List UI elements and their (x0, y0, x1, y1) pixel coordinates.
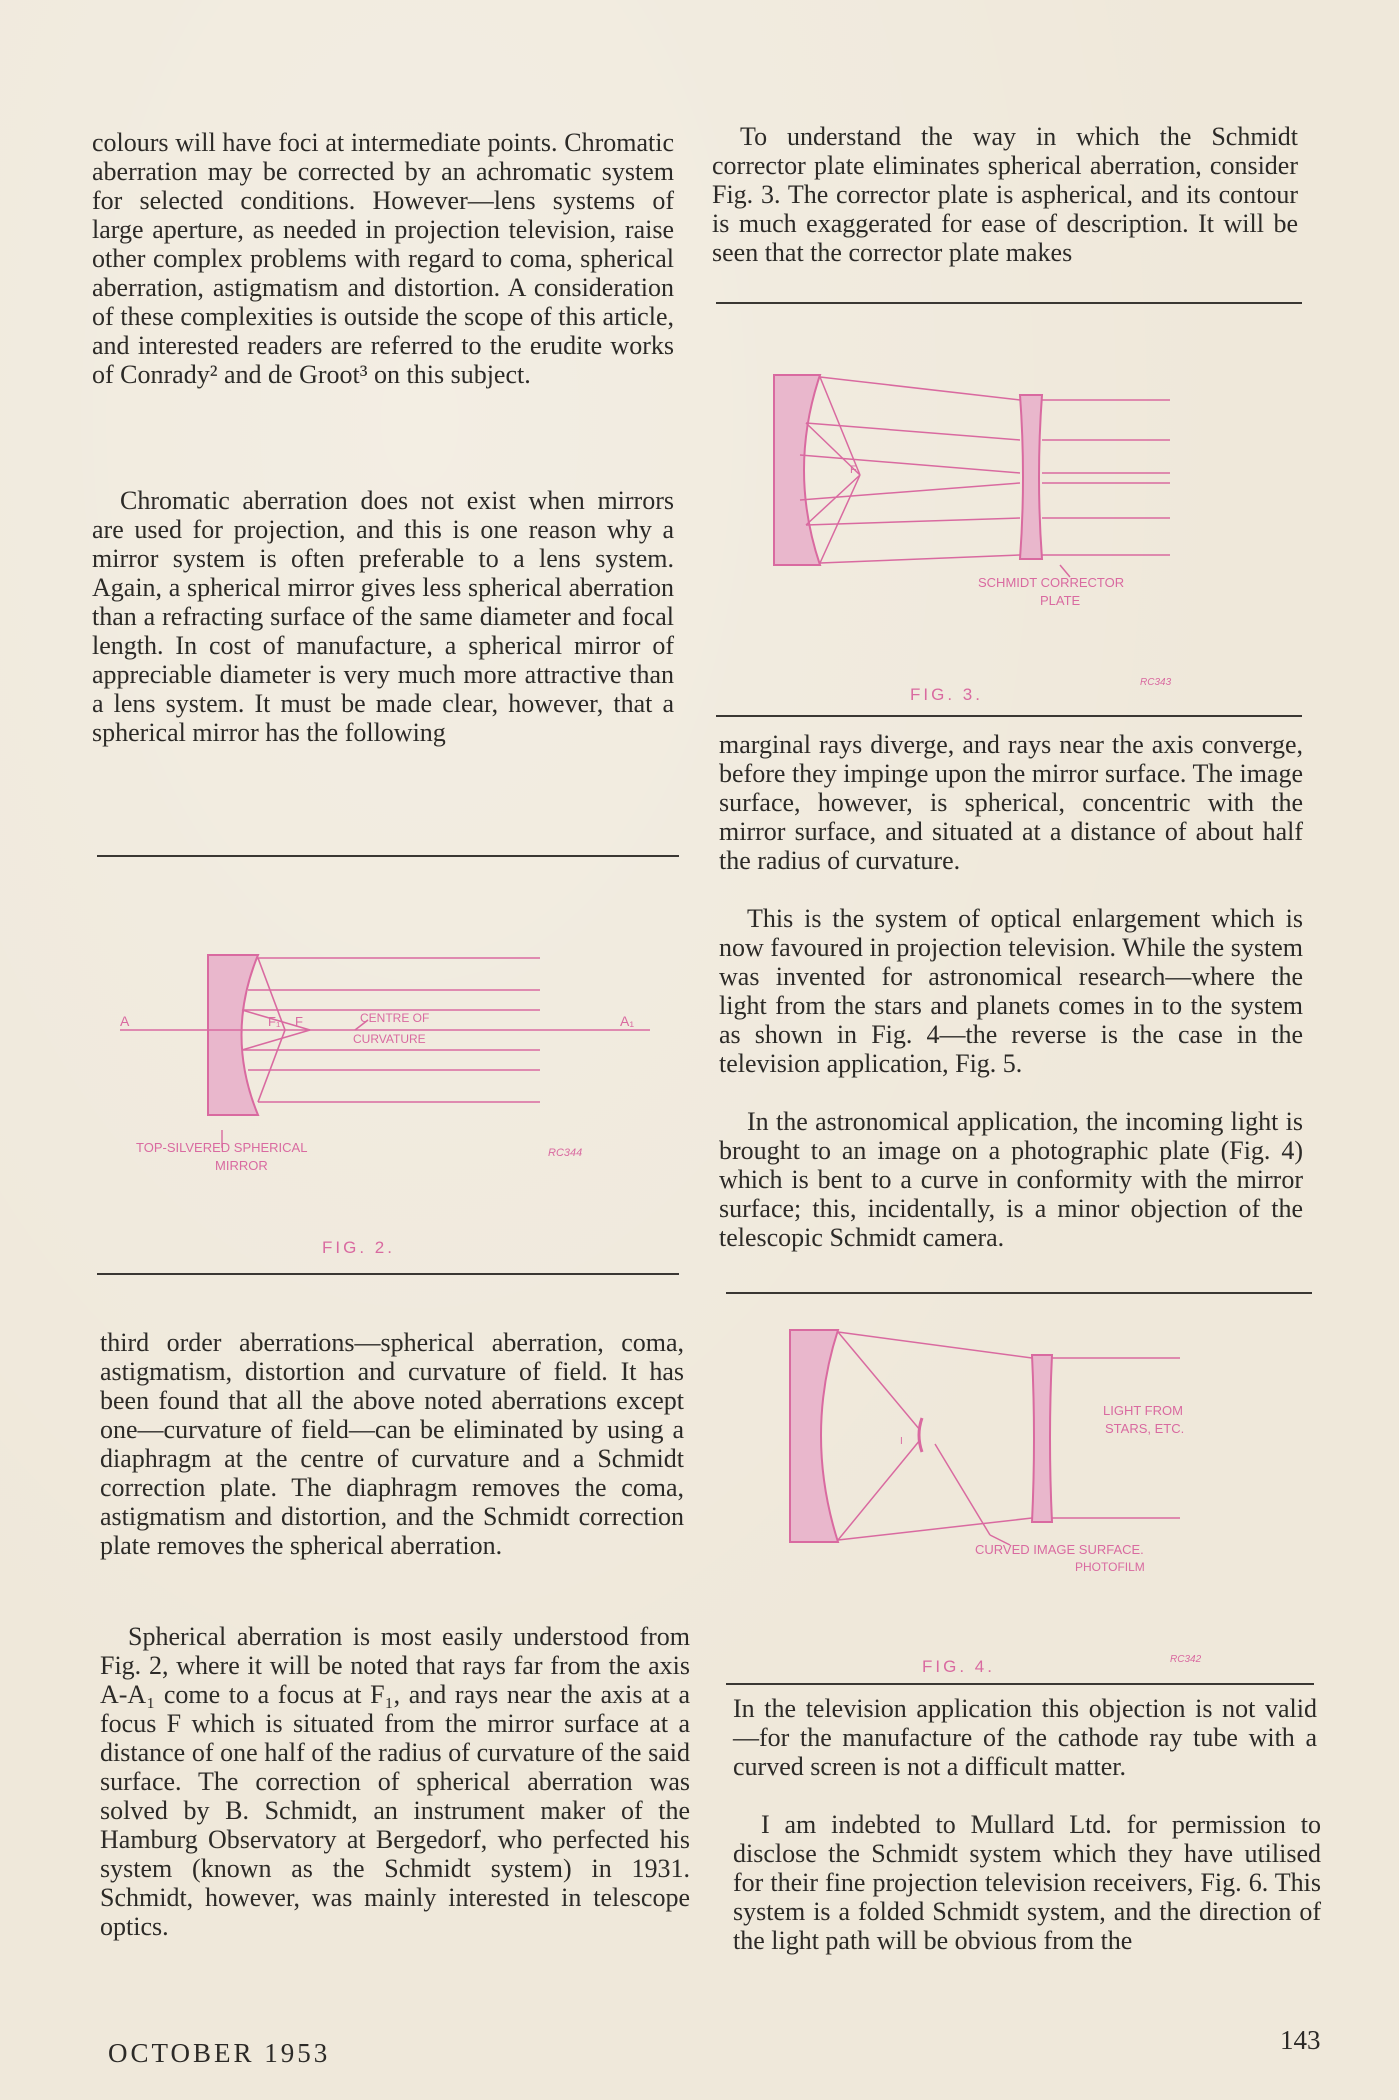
rule-fig3-bottom (716, 715, 1302, 717)
fig2-label-f1: F₁ (268, 1014, 281, 1029)
spherical-mirror (208, 955, 258, 1115)
fig4-caption: FIG. 4. (922, 1657, 995, 1676)
figure-2 (110, 930, 670, 1260)
right-paragraph-1: To understand the way in which the Schmidt corrector plate eliminates spherical aberration, consider Fig. 3. The corrector plate is aspherical, and its contour is much exaggerated for ease of description. It will be seen that the corrector plate makes (712, 122, 1298, 267)
rule-fig4-bottom (726, 1683, 1314, 1685)
right-paragraph-5: In the television application this objection is not valid—for the manufacture of the cathode ray tube with a curved screen is not a difficult matter. (733, 1694, 1317, 1781)
fig2-label-curvature: CURVATURE (353, 1032, 426, 1046)
fig3-mirror (774, 375, 820, 565)
fig2-label-mirror-line1: TOP-SILVERED SPHERICAL (136, 1140, 308, 1155)
fig4-label-image-line1: CURVED IMAGE SURFACE. (975, 1542, 1144, 1557)
rule-fig3-top (716, 302, 1302, 304)
figure-3-drawing (740, 355, 1300, 710)
figure-2-drawing (110, 930, 670, 1260)
fig4-label-light-line1: LIGHT FROM (1103, 1403, 1183, 1418)
fig4-label-image-line2: PHOTOFILM (1075, 1560, 1145, 1574)
figure-4-drawing (760, 1320, 1320, 1680)
left-paragraph-2: Chromatic aberration does not exist when mirrors are used for projection, and this is one reason why a mirror system is often preferable to a lens system. Again, a spherical mirror gives less spherical aberration than a refracting surface of the same diameter and focal length. In cost of manufacture, a spherical mirror of appreciable diameter is very much more attractive than a lens system. It must be made clear, however, that a spherical mirror has the following (92, 486, 674, 747)
fig4-label-light-line2: STARS, ETC. (1105, 1421, 1185, 1436)
left-paragraph-1: colours will have foci at intermediate points. Chromatic aberration may be corrected by an achromatic system for selected conditions. However—lens systems of large aperture, as needed in projection television, raise other complex problems with regard to coma, spherical aberration, astigmatism and distortion. A consideration of these complexities is outside the scope of this article, and interested readers are referred to the erudite works of Conrady² and de Groot³ on this subject. (92, 128, 674, 389)
fig3-corrector-plate (1020, 395, 1042, 559)
right-paragraph-6: I am indebted to Mullard Ltd. for permission to disclose the Schmidt system which they have utilised for their fine projection television receivers, Fig. 6. This system is a folded Schmidt system, and the direction of the light path will be obvious from the (733, 1810, 1321, 1955)
issue-date: OCTOBER 1953 (108, 2038, 331, 2068)
fig3-rays (800, 377, 1170, 577)
fig4-corrector-plate (1032, 1355, 1052, 1522)
left-paragraph-3: third order aberrations—spherical aberration, coma, astigmatism, distortion and curvature of field. It has been found that all the above noted aberrations except one—curvature of field—can be eliminated by using a diaphragm at the centre of curvature and a Schmidt correction plate. The diaphragm removes the coma, astigmatism and distortion, and the Schmidt correction plate removes the spherical aberration. (100, 1328, 684, 1560)
fig4-ref: RC342 (1170, 1654, 1202, 1665)
fig3-ref: RC343 (1140, 677, 1172, 688)
right-paragraph-2: marginal rays diverge, and rays near the axis converge, before they impinge upon the mirror surface. The image surface, however, is spherical, concentric with the mirror surface, and situated at a distance of about half the radius of curvature. (719, 730, 1303, 875)
fig2-label-a1: A₁ (620, 1013, 635, 1029)
rule-fig2-bottom (97, 1273, 679, 1275)
fig2-label-mirror-line2: MIRROR (215, 1158, 268, 1173)
fig4-label-i: I (900, 1436, 903, 1447)
fig2-ref: RC344 (548, 1147, 583, 1159)
fig3-label-plate-line2: PLATE (1040, 593, 1081, 608)
right-paragraph-3: This is the system of optical enlargement which is now favoured in projection television. While the system was invented for astronomical research—where the light from the stars and planets comes in to the system as shown in Fig. 4—the reverse is the case in the television application, Fig. 5. (719, 904, 1303, 1078)
figure-4 (760, 1320, 1320, 1680)
fig3-label-f: F (850, 464, 857, 476)
fig3-caption: FIG. 3. (910, 685, 983, 704)
rule-fig4-top (726, 1292, 1312, 1294)
rule-fig2-top (97, 855, 679, 857)
fig2-caption: FIG. 2. (322, 1238, 395, 1257)
page-number: 143 (1280, 2025, 1321, 2055)
fig2-label-f: F (295, 1014, 303, 1029)
fig4-mirror (790, 1330, 838, 1542)
fig2-label-a: A (120, 1013, 130, 1029)
fig4-rays (838, 1332, 1180, 1545)
figure-3 (740, 355, 1300, 710)
right-paragraph-4: In the astronomical application, the incoming light is brought to an image on a photographic plate (Fig. 4) which is bent to a curve in conformity with the mirror surface; this, incidentally, is a minor objection of the telescopic Schmidt camera. (719, 1107, 1303, 1252)
left-paragraph-4: Spherical aberration is most easily understood from Fig. 2, where it will be noted that rays far from the axis A-A₁ come to a focus at F₁, and rays near the axis at a focus F which is situated from the mirror surface at a distance of one half of the radius of curvature of the said surface. The correction of spherical aberration was solved by B. Schmidt, an instrument maker of the Hamburg Observatory at Bergedorf, who perfected his system (known as the Schmidt system) in 1931. Schmidt, however, was mainly interested in telescope optics. (100, 1622, 690, 1941)
fig2-rays (120, 958, 650, 1102)
fig2-label-centre: CENTRE OF (360, 1011, 430, 1025)
fig3-label-plate-line1: SCHMIDT CORRECTOR (978, 575, 1125, 590)
